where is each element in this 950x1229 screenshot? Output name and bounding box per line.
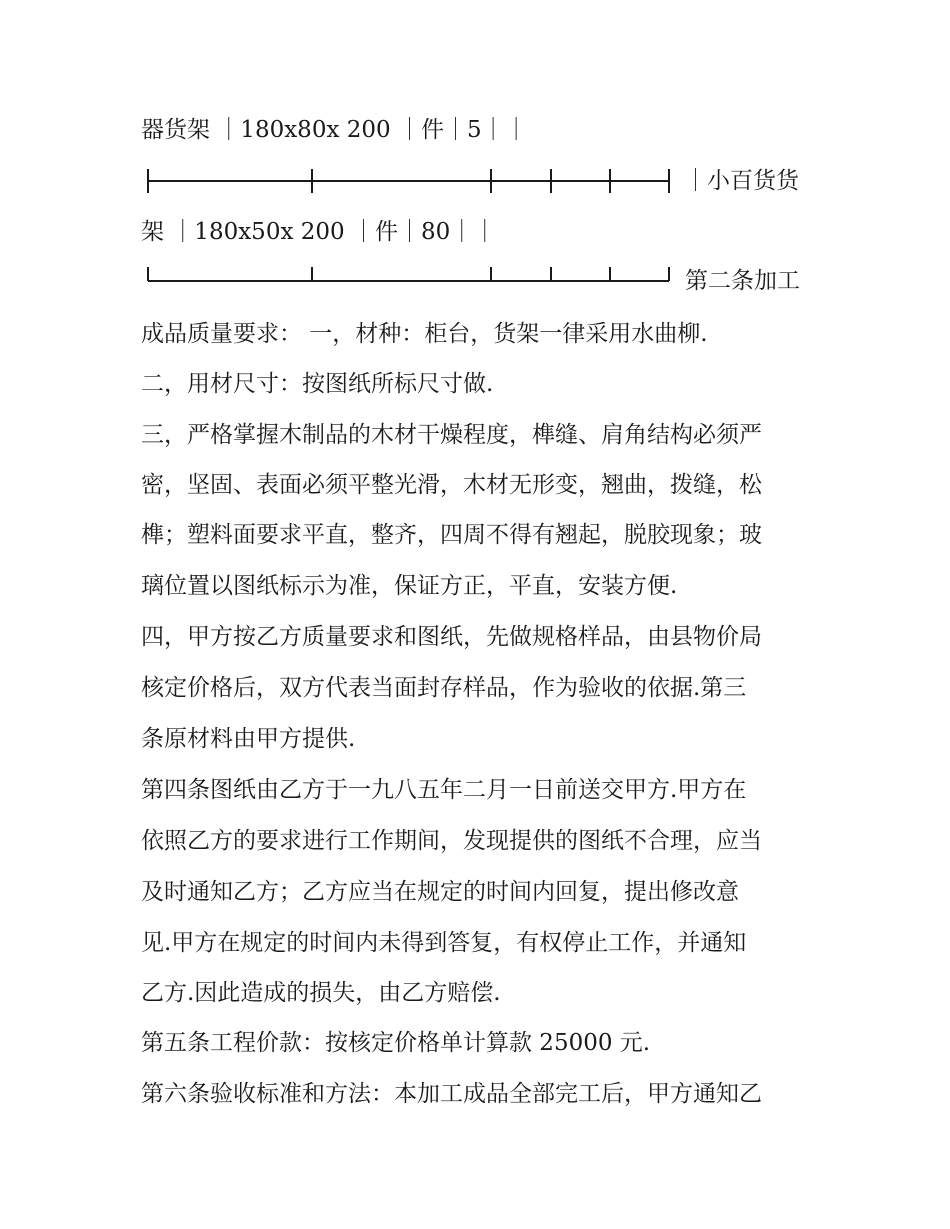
- paragraph-line: 第五条工程价款：按核定价格单计算款 25000 元.: [141, 1030, 651, 1056]
- paragraph-line: 乙方.因此造成的损失，由乙方赔偿.: [141, 980, 501, 1006]
- paragraph-line: 璃位置以图纸标示为准，保证方正，平直，安装方便.: [141, 573, 678, 599]
- paragraph-line: 二，用材尺寸：按图纸所标尺寸做.: [141, 371, 494, 397]
- paragraph-line: 三，严格掌握木制品的木材干燥程度，榫缝、肩角结构必须严: [141, 422, 762, 448]
- paragraph-line: 及时通知乙方；乙方应当在规定的时间内回复，提出修改意: [141, 879, 739, 905]
- paragraph-line: 密，坚固、表面必须平整光滑，木材无形变，翘曲，拨缝，松: [141, 472, 762, 498]
- table-rule-1-trailing-text: ｜小百货货: [684, 168, 799, 194]
- table-row-2: 架 ｜180x50x 200 ｜件｜80｜｜: [141, 219, 497, 245]
- table-row-1: 器货架 ｜180x80x 200 ｜件｜5｜｜: [141, 117, 528, 143]
- paragraph-line: 第六条验收标准和方法：本加工成品全部完工后，甲方通知乙: [141, 1081, 762, 1107]
- table-rule-2-trailing-text: 第二条加工: [685, 268, 800, 294]
- paragraph-line: 成品质量要求： 一，材种：柜台，货架一律采用水曲柳.: [141, 321, 708, 347]
- paragraph-line: 第四条图纸由乙方于一九八五年二月一日前送交甲方.甲方在: [141, 777, 747, 803]
- paragraph-line: 榫；塑料面要求平直，整齐，四周不得有翘起，脱胶现象；玻: [141, 522, 762, 548]
- paragraph-line: 见.甲方在规定的时间内未得到答复，有权停止工作，并通知: [141, 930, 747, 956]
- paragraph-line: 依照乙方的要求进行工作期间，发现提供的图纸不合理，应当: [141, 828, 762, 854]
- paragraph-line: 条原材料由甲方提供.: [141, 726, 356, 752]
- paragraph-line: 核定价格后，双方代表当面封存样品，作为验收的依据.第三: [141, 675, 747, 701]
- paragraph-line: 四，甲方按乙方质量要求和图纸，先做规格样品，由县物价局: [141, 624, 762, 650]
